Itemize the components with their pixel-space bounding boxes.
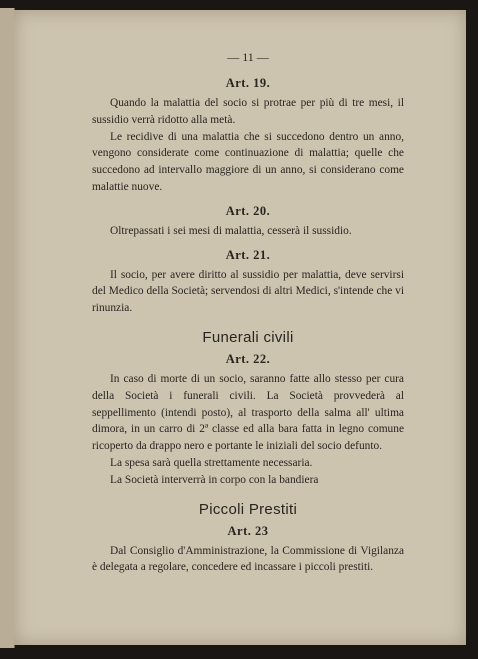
- article-23-heading: Art. 23: [227, 523, 269, 538]
- facing-page-edge: [0, 8, 15, 648]
- section-piccoli-prestiti-title: Piccoli Prestiti: [198, 500, 298, 518]
- article-20-heading: Art. 20.: [225, 203, 271, 218]
- article-22-paragraph-2: La spesa sarà quella strettamente necessaria.: [110, 456, 313, 469]
- article-22-paragraph-3: La Società interverrà in corpo con la bandiera: [110, 473, 319, 486]
- article-20-paragraph-1: Oltrepassati i sei mesi di malattia, cesserà il sussidio.: [110, 224, 352, 237]
- section-funerali-civili-title: Funerali civili: [202, 328, 294, 346]
- document-page: [14, 10, 466, 645]
- article-19-paragraph-1: Quando la malattia del socio si protrae per più di tre mesi, il sussidio verrà ridotto alla metà.: [92, 97, 404, 126]
- page-number: — 11 —: [227, 50, 269, 64]
- article-22-paragraph-1: In caso di morte di un socio, saranno fatte allo stesso per cura della Società i funerali civili. La Società provvederà al seppellimento (intendi posto), al trasporto della salma all' ultima dimora, in un carro di 2ª classe ed alla bara fatta in legno comune ricoperto da drappo nero e portante le iniziali del socio defunto.: [92, 372, 404, 453]
- article-23-paragraph-1: Dal Consiglio d'Amministrazione, la Commissione di Vigilanza è delegata a regolare, concedere ed incassare i piccoli prestiti.: [92, 544, 404, 574]
- article-21-paragraph-1: Il socio, per avere diritto al sussidio per malattia, deve servirsi del Medico della Società; servendosi di altri Medici, s'intende che vi rinunzia.: [92, 268, 404, 315]
- article-22-heading: Art. 22.: [225, 351, 271, 366]
- article-19-heading: Art. 19.: [225, 76, 271, 90]
- article-21-heading: Art. 21.: [225, 247, 271, 262]
- article-19-paragraph-2: Le recidive di una malattia che si succedono dentro un anno, vengono considerate come continuazione di malattia; quelle che succedono ad intervallo maggiore di un anno, si considerano come malattie nuove.: [92, 130, 404, 193]
- page-content: [92, 50, 404, 576]
